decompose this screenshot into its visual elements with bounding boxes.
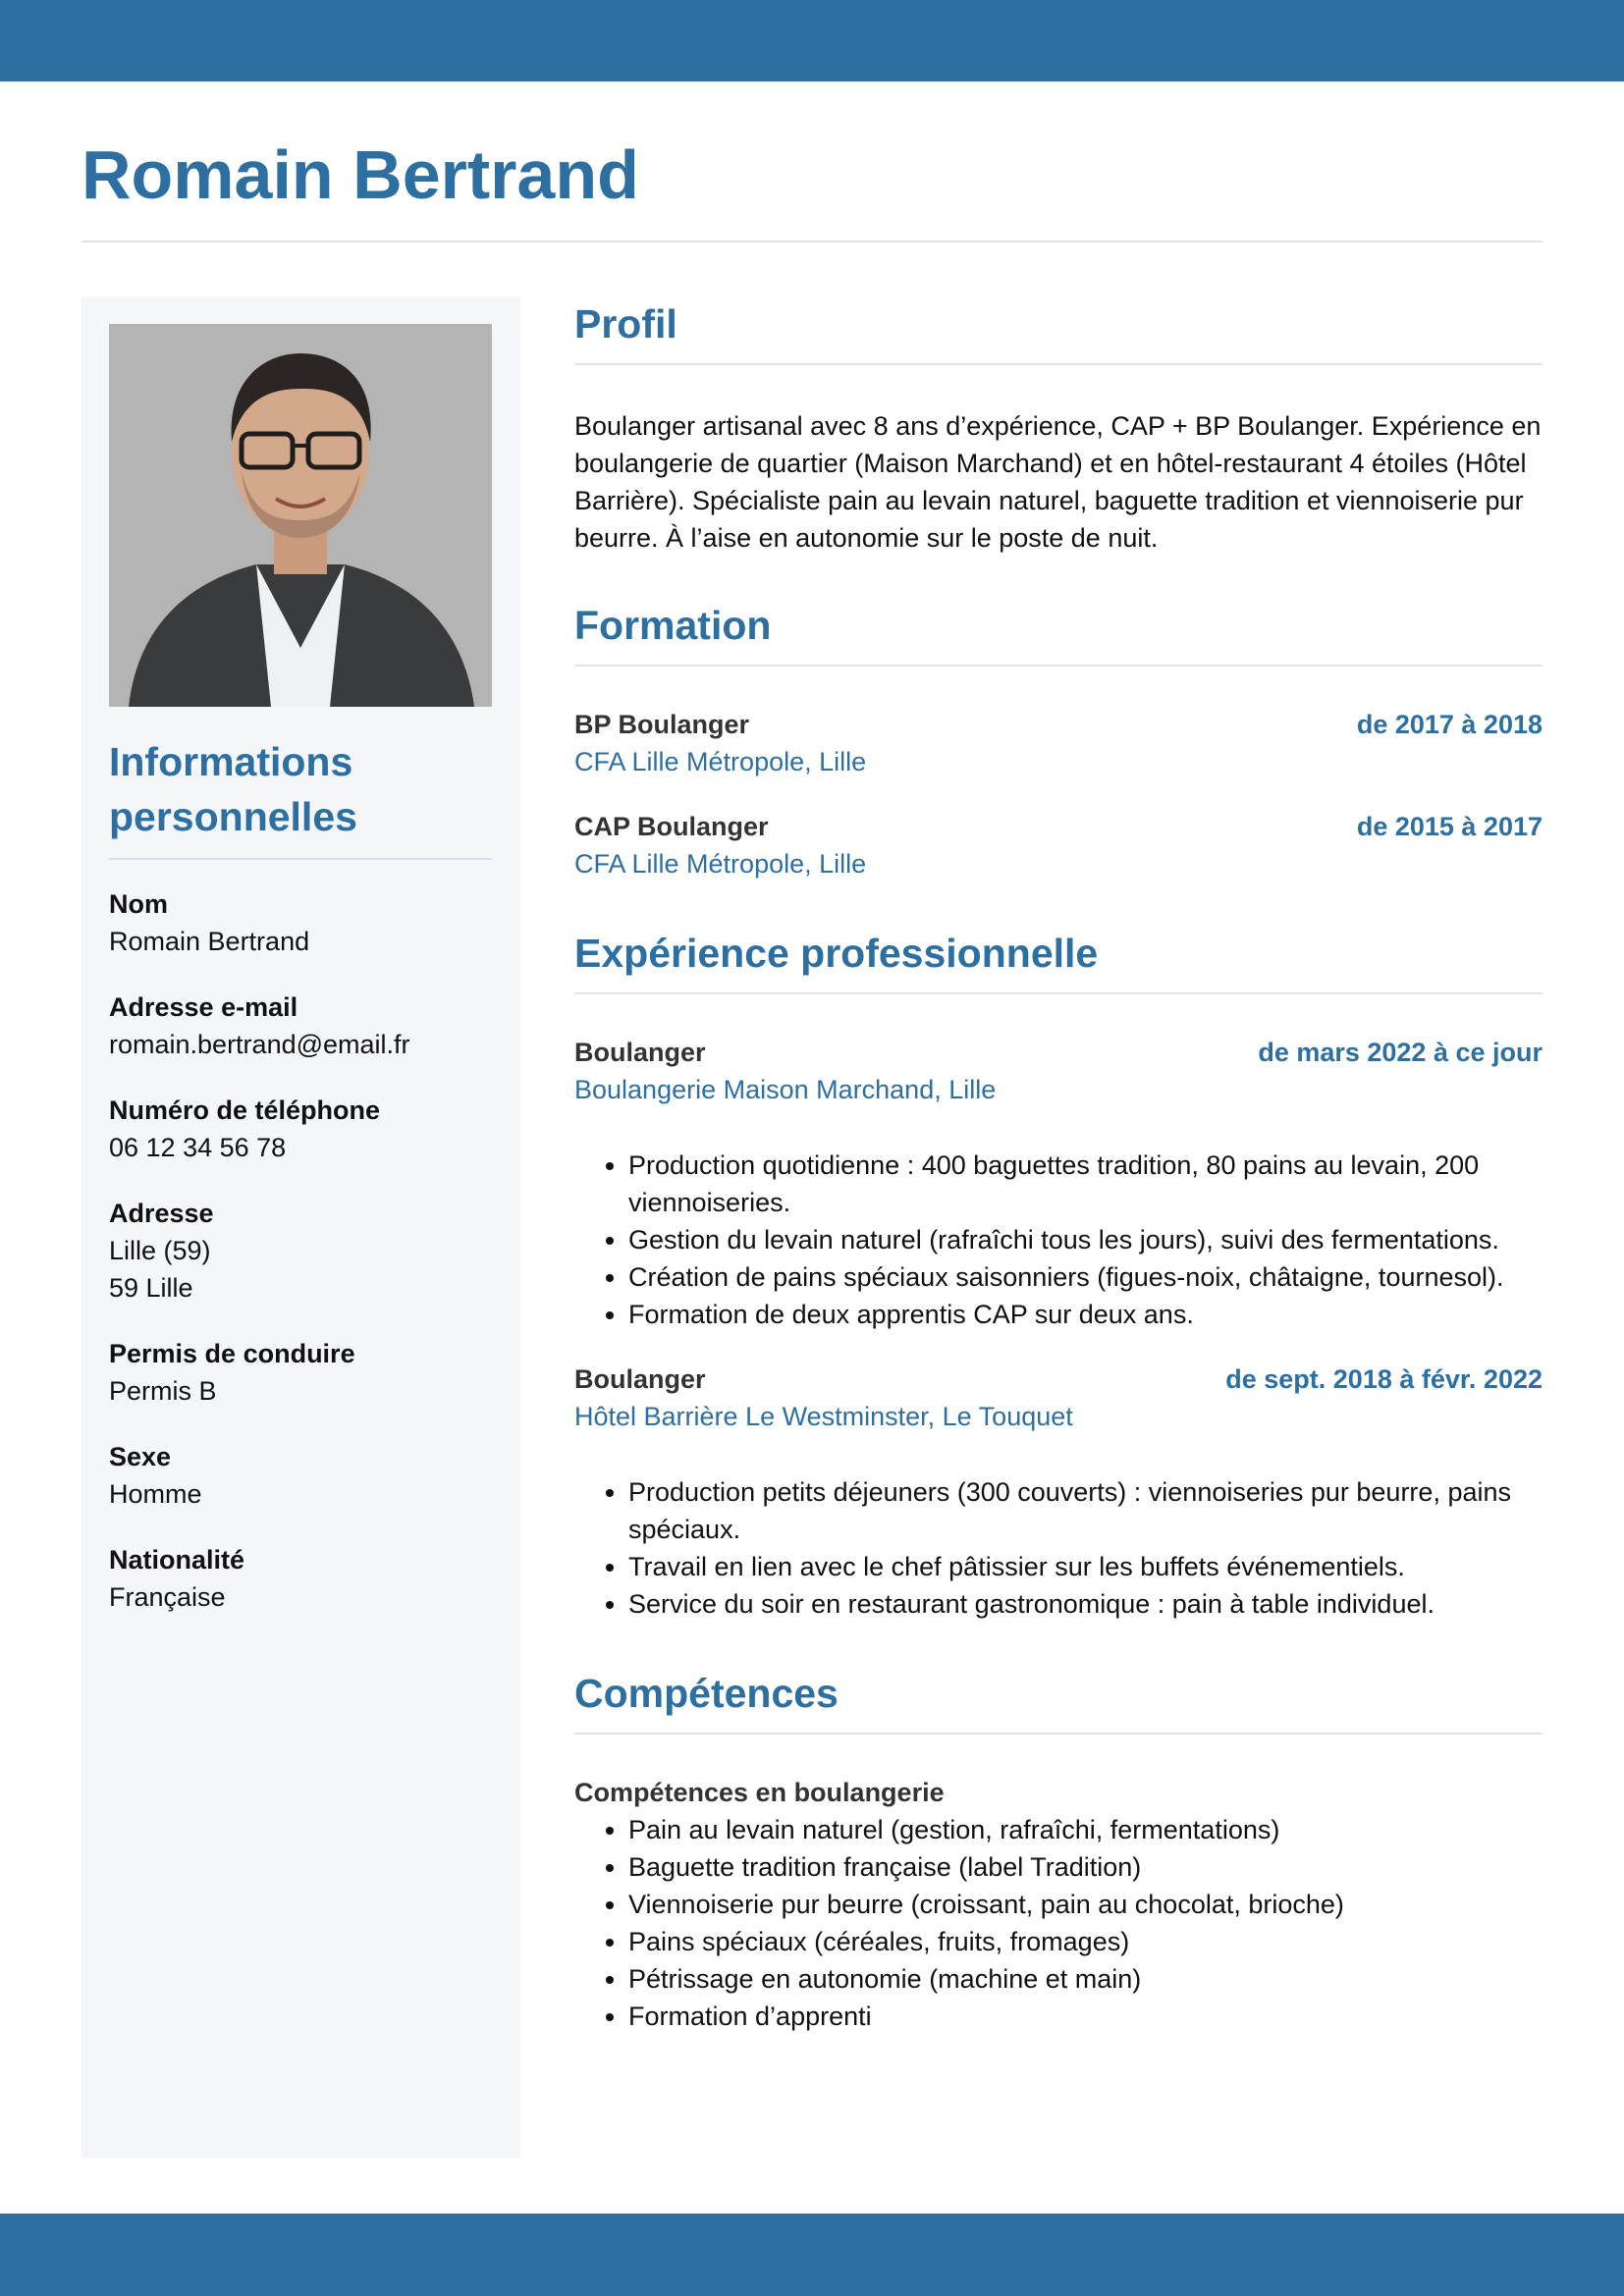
info-value-line2: 59 Lille: [109, 1273, 193, 1303]
list-item: • Travail en lien avec le chef pâtissier sur les buffets événementiels.: [628, 1548, 1543, 1585]
info-label: Adresse e-mail: [109, 992, 298, 1022]
entry-org: Hôtel Barrière Le Westminster, Le Touquet: [574, 1402, 1073, 1431]
list-item: • Pétrissage en autonomie (machine et main): [628, 1960, 1543, 1998]
info-item-email: [109, 988, 492, 1063]
entry-head: [574, 706, 1543, 743]
info-value: Homme: [109, 1479, 202, 1509]
profile-section: [574, 296, 1543, 557]
info-item-nationality: [109, 1541, 492, 1616]
name-divider: [81, 240, 1543, 242]
entry-head: [574, 1361, 1543, 1398]
profile-text: Boulanger artisanal avec 8 ans d’expérience, CAP + BP Boulanger. Expérience en boulangerie de quartier (Maison Marchand) et en hôtel-restaurant 4 étoiles (Hôtel Barrière). Spécialiste pain au levain naturel, baguette tradition et viennoiserie pur beurre. À l’aise en autonomie sur le poste de nuit.: [574, 411, 1542, 553]
entry-title: Boulanger: [574, 1364, 706, 1394]
list-item: • Pain au levain naturel (gestion, rafraîchi, fermentations): [628, 1811, 1543, 1848]
section-title-profile: Profil: [574, 301, 677, 347]
entry-head: [574, 1034, 1543, 1071]
entry-title: Boulanger: [574, 1038, 706, 1067]
entry-head: [574, 808, 1543, 845]
info-label: Numéro de téléphone: [109, 1095, 381, 1125]
sidebar-divider: [109, 858, 492, 860]
info-label: Adresse: [109, 1199, 214, 1228]
entry-org: CFA Lille Métropole, Lille: [574, 747, 867, 776]
candidate-name: Romain Bertrand: [81, 136, 639, 213]
info-value: Romain Bertrand: [109, 927, 310, 956]
info-item-address: [109, 1195, 492, 1307]
info-item-license: [109, 1335, 492, 1410]
sidebar: [81, 296, 520, 2159]
info-label: Sexe: [109, 1442, 172, 1471]
info-value: Lille (59): [109, 1236, 211, 1265]
list-item: • Création de pains spéciaux saisonniers (figues-noix, châtaigne, tournesol).: [628, 1258, 1543, 1296]
entry-date: de mars 2022 à ce jour: [1258, 1038, 1543, 1067]
list-item: • Formation d’apprenti: [628, 1998, 1543, 2035]
list-item: • Service du soir en restaurant gastronomique : pain à table individuel.: [628, 1585, 1543, 1623]
info-value: Française: [109, 1582, 226, 1612]
section-title-skills: Compétences: [574, 1671, 839, 1716]
header-band: [0, 0, 1624, 81]
section-title-education: Formation: [574, 603, 772, 648]
personal-info-list: [109, 885, 492, 1644]
list-item: • Viennoiserie pur beurre (croissant, pain au chocolat, brioche): [628, 1886, 1543, 1923]
info-value: romain.bertrand@email.fr: [109, 1030, 410, 1059]
education-entry: [574, 808, 1543, 882]
entry-date: de 2017 à 2018: [1356, 710, 1543, 739]
section-divider: [574, 1733, 1543, 1735]
entry-date: de 2015 à 2017: [1356, 812, 1543, 841]
list-item: • Production quotidienne : 400 baguettes tradition, 80 pains au levain, 200 viennoiseries.: [628, 1147, 1543, 1221]
footer-band: [0, 2214, 1624, 2296]
list-item: • Formation de deux apprentis CAP sur deux ans.: [628, 1296, 1543, 1333]
entry-org: Boulangerie Maison Marchand, Lille: [574, 1075, 997, 1104]
list-item: • Pains spéciaux (céréales, fruits, fromages): [628, 1923, 1543, 1960]
info-label: Permis de conduire: [109, 1339, 355, 1368]
section-divider: [574, 665, 1543, 667]
info-value: 06 12 34 56 78: [109, 1133, 287, 1162]
entry-org: CFA Lille Métropole, Lille: [574, 849, 867, 879]
experience-bullets: [574, 1473, 1543, 1623]
section-divider: [574, 363, 1543, 365]
skills-list: [574, 1811, 1543, 2035]
portrait-photo-icon: [109, 324, 492, 707]
info-item-phone: [109, 1092, 492, 1166]
section-title-experience: Expérience professionnelle: [574, 931, 1099, 976]
entry-title: BP Boulanger: [574, 710, 750, 739]
entry-date: de sept. 2018 à févr. 2022: [1225, 1364, 1543, 1394]
sidebar-title: Informations personnelles: [109, 739, 357, 839]
entry-title: CAP Boulanger: [574, 812, 769, 841]
main-content: [574, 296, 1543, 2035]
info-item-name: [109, 885, 492, 960]
info-label: Nom: [109, 889, 168, 919]
list-item: • Baguette tradition française (label Tradition): [628, 1848, 1543, 1886]
experience-entry: [574, 1034, 1543, 1333]
info-value: Permis B: [109, 1376, 217, 1406]
education-entry: [574, 706, 1543, 780]
section-divider: [574, 992, 1543, 994]
experience-section: [574, 926, 1543, 1623]
skill-group-title: Compétences en boulangerie: [574, 1778, 945, 1807]
experience-bullets: [574, 1147, 1543, 1333]
list-item: • Gestion du levain naturel (rafraîchi tous les jours), suivi des fermentations.: [628, 1221, 1543, 1258]
experience-entry: [574, 1361, 1543, 1623]
list-item: • Production petits déjeuners (300 couverts) : viennoiseries pur beurre, pains spéciaux.: [628, 1473, 1543, 1548]
skills-section: [574, 1666, 1543, 2035]
info-label: Nationalité: [109, 1545, 245, 1575]
education-section: [574, 598, 1543, 882]
info-item-gender: [109, 1438, 492, 1513]
